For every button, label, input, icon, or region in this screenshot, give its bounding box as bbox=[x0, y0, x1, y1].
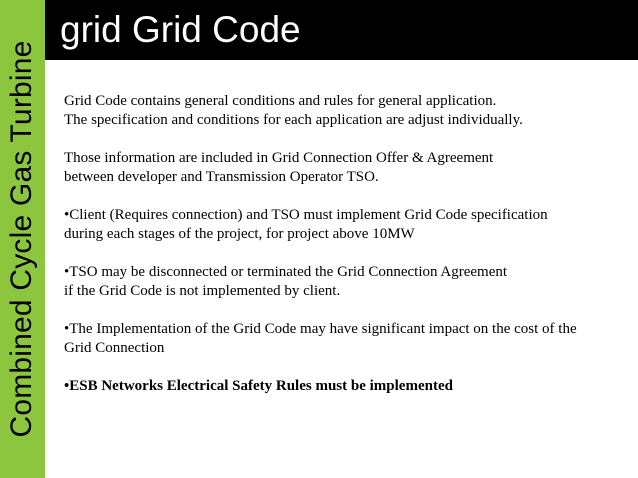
bullet-tso-termination bbox=[64, 263, 629, 301]
paragraph-line: Grid Code contains general conditions and rules for general application. bbox=[64, 93, 497, 109]
paragraph-line: •ESB Networks Electrical Safety Rules must be implemented bbox=[64, 378, 453, 394]
slide-content bbox=[64, 92, 629, 396]
paragraph-line: •TSO may be disconnected or terminated the Grid Connection Agreement bbox=[64, 264, 508, 280]
paragraph-line: during each stages of the project, for project above 10MW bbox=[64, 226, 415, 242]
bullet-client-tso-requirement bbox=[64, 206, 629, 244]
paragraph-line: The specification and conditions for each application are adjust individually. bbox=[64, 112, 523, 128]
paragraph-line: •Client (Requires connection) and TSO must implement Grid Code specification bbox=[64, 207, 548, 223]
paragraph-line: •The Implementation of the Grid Code may have significant impact on the cost of the bbox=[64, 321, 577, 337]
bullet-cost-impact bbox=[64, 320, 629, 358]
paragraph-connection-offer bbox=[64, 149, 629, 187]
slide-title: grid Grid Code bbox=[60, 9, 301, 50]
paragraph-line: between developer and Transmission Operator TSO. bbox=[64, 169, 379, 185]
paragraph-line: Grid Connection bbox=[64, 340, 165, 356]
side-banner bbox=[0, 0, 45, 478]
paragraph-line: Those information are included in Grid Connection Offer & Agreement bbox=[64, 150, 494, 166]
paragraph-grid-code-overview bbox=[64, 92, 629, 130]
bullet-safety-rules bbox=[64, 377, 629, 396]
paragraph-line: if the Grid Code is not implemented by client. bbox=[64, 283, 341, 299]
side-title: Combined Cycle Gas Turbine bbox=[5, 40, 38, 438]
